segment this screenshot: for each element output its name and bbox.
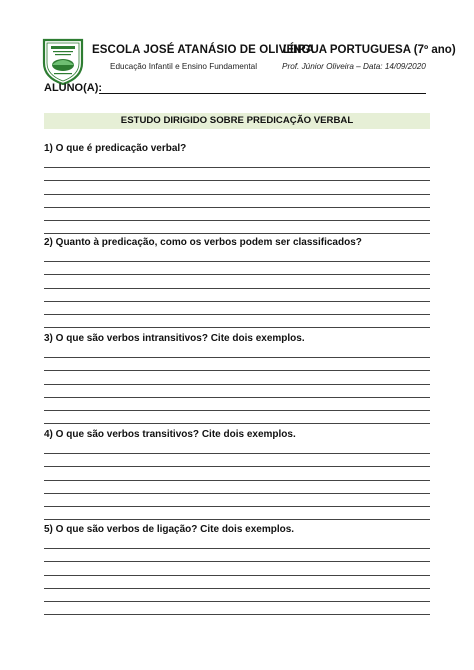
answer-line[interactable] — [44, 262, 430, 275]
answer-line[interactable] — [44, 385, 430, 398]
answer-line[interactable] — [44, 481, 430, 494]
answer-line[interactable] — [44, 208, 430, 221]
answer-area[interactable] — [44, 345, 430, 424]
worksheet-title: ESTUDO DIRIGIDO SOBRE PREDICAÇÃO VERBAL — [120, 115, 354, 126]
answer-line[interactable] — [44, 181, 430, 194]
answer-line[interactable] — [44, 576, 430, 589]
answer-line[interactable] — [44, 345, 430, 358]
student-name-line[interactable] — [99, 93, 426, 94]
answer-line[interactable] — [44, 168, 430, 181]
question-3 — [44, 333, 430, 424]
answer-area[interactable] — [44, 536, 430, 615]
answer-line[interactable] — [44, 315, 430, 328]
answer-line[interactable] — [44, 302, 430, 315]
answer-line[interactable] — [44, 249, 430, 262]
school-crest-icon — [42, 37, 84, 85]
answer-line[interactable] — [44, 358, 430, 371]
answer-line[interactable] — [44, 467, 430, 480]
school-subtitle: Educação Infantil e Ensino Fundamental — [110, 62, 258, 71]
answer-line[interactable] — [44, 155, 430, 168]
answer-line[interactable] — [44, 494, 430, 507]
answer-line[interactable] — [44, 441, 430, 454]
answer-line[interactable] — [44, 602, 430, 615]
answer-line[interactable] — [44, 275, 430, 288]
answer-area[interactable] — [44, 441, 430, 520]
answer-line[interactable] — [44, 398, 430, 411]
answer-line[interactable] — [44, 371, 430, 384]
question-text: 2) Quanto à predicação, como os verbos podem ser classificados? — [44, 237, 362, 248]
teacher-date: Prof. Júnior Oliveira – Data: 14/09/2020 — [282, 62, 426, 71]
question-text: 4) O que são verbos transitivos? Cite dois exemplos. — [44, 429, 296, 440]
answer-area[interactable] — [44, 249, 430, 328]
question-2 — [44, 237, 430, 328]
answer-line[interactable] — [44, 549, 430, 562]
answer-area[interactable] — [44, 155, 430, 234]
answer-line[interactable] — [44, 507, 430, 520]
answer-line[interactable] — [44, 289, 430, 302]
school-name: ESCOLA JOSÉ ATANÁSIO DE OLIVEIRA — [92, 44, 315, 56]
question-text: 5) O que são verbos de ligação? Cite dois exemplos. — [44, 524, 295, 535]
answer-line[interactable] — [44, 589, 430, 602]
title-banner — [44, 113, 430, 129]
answer-line[interactable] — [44, 454, 430, 467]
subject-title: LÍNGUA PORTUGUESA (7º ano) — [283, 44, 456, 56]
answer-line[interactable] — [44, 195, 430, 208]
question-text: 1) O que é predicação verbal? — [44, 143, 187, 154]
student-label: ALUNO(A): — [44, 82, 103, 94]
question-text: 3) O que são verbos intransitivos? Cite dois exemplos. — [44, 333, 305, 344]
question-5 — [44, 524, 430, 615]
answer-line[interactable] — [44, 221, 430, 234]
question-4 — [44, 429, 430, 520]
answer-line[interactable] — [44, 536, 430, 549]
question-1 — [44, 143, 430, 234]
answer-line[interactable] — [44, 562, 430, 575]
answer-line[interactable] — [44, 411, 430, 424]
